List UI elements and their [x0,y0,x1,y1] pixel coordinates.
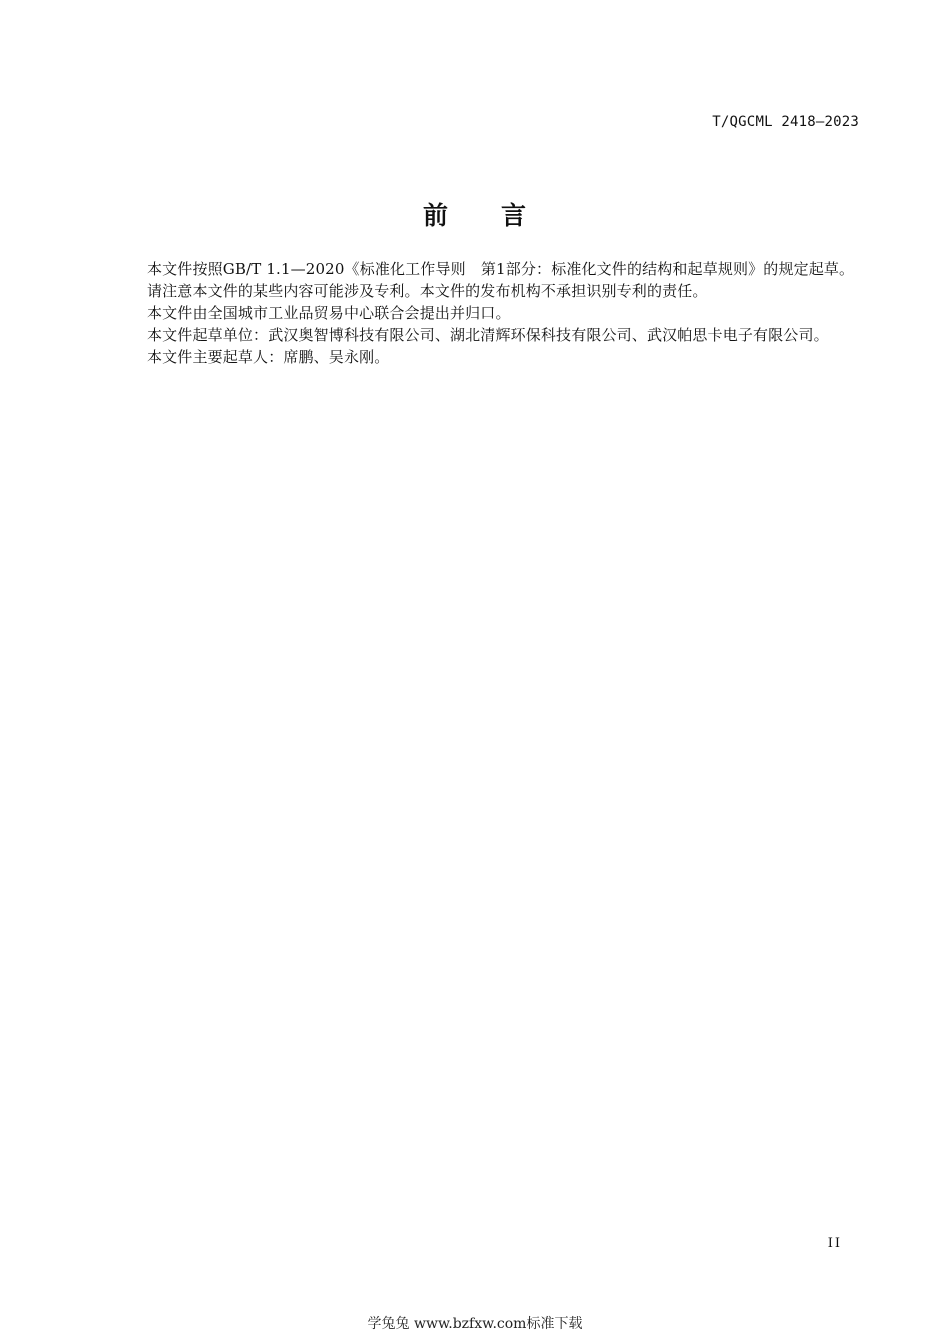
paragraph-drafting-units: 本文件起草单位：武汉奥智博科技有限公司、湖北清辉环保科技有限公司、武汉帕思卡电子有限公司。 [147,326,829,344]
paragraph-drafting-rules: 本文件按照GB/T 1.1—2020《标准化工作导则 第1部分：标准化文件的结构和起草规则》的规定起草。 [147,260,855,278]
watermark-text: 学兔兔 www.bzfxw.com标准下载 [367,1316,583,1332]
paragraph-drafters: 本文件主要起草人：席鹏、吴永刚。 [147,348,390,366]
page-title-char-2: 言 [501,201,528,230]
page-title-char-1: 前 [422,201,449,230]
paragraph-proposer: 本文件由全国城市工业品贸易中心联合会提出并归口。 [147,304,511,322]
document-code: T/QGCML 2418—2023 [712,114,859,130]
page-number: II [827,1236,842,1251]
paragraph-patent-notice: 请注意本文件的某些内容可能涉及专利。本文件的发布机构不承担识别专利的责任。 [147,282,708,300]
page-title [0,196,950,232]
preface-body [113,258,860,368]
